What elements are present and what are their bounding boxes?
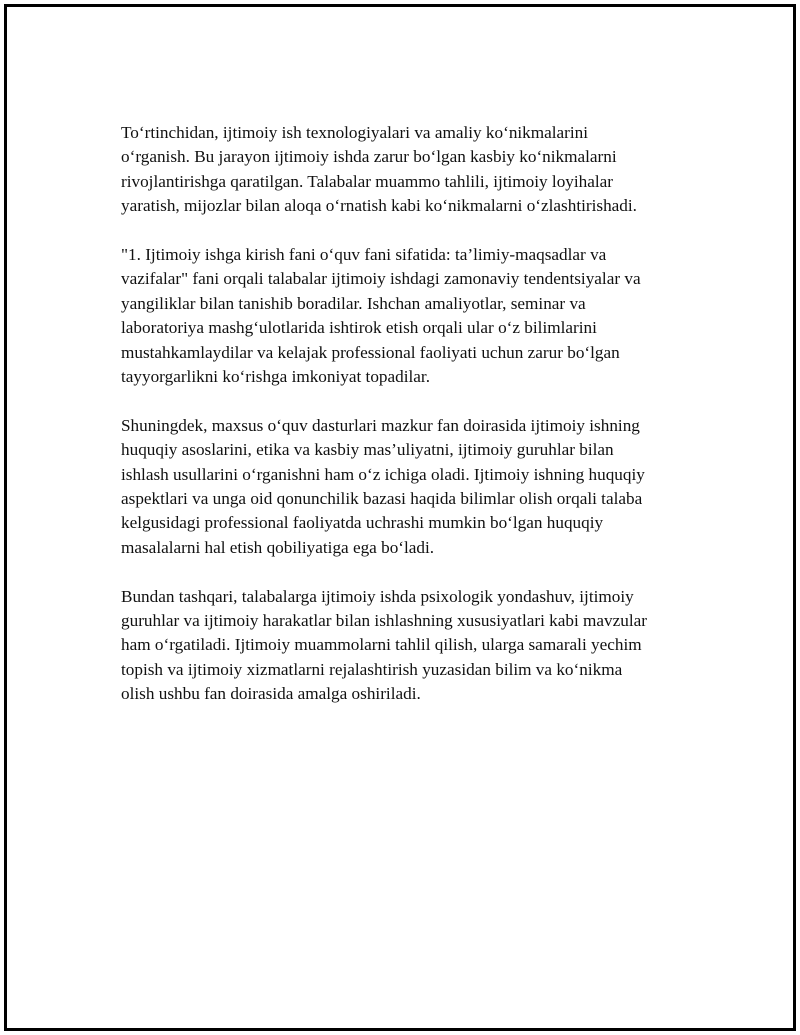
paragraph-2 [121,243,701,389]
document-body [121,121,701,731]
paragraph-4 [121,585,701,707]
text-line: huquqiy asoslarini, etika va kasbiy mas’uliyatni, ijtimoiy guruhlar bilan [121,440,614,460]
text-line: mustahkamlaydilar va kelajak professional faoliyati uchun zarur bo‘lgan [121,342,620,362]
text-line: kelgusidagi professional faoliyatda uchrashi mumkin bo‘lgan huquqiy [121,513,604,533]
text-line: Bundan tashqari, talabalarga ijtimoiy ishda psixologik yondashuv, ijtimoiy [121,586,634,606]
text-line: masalalarni hal etish qobiliyatiga ega bo‘ladi. [121,537,435,557]
text-line: yaratish, mijozlar bilan aloqa o‘rnatish kabi ko‘nikmalarni o‘zlashtirishadi. [121,196,637,216]
text-line: "1. Ijtimoiy ishga kirish fani o‘quv fani sifatida: ta’limiy-maqsadlar va [121,245,607,265]
text-line: To‘rtinchidan, ijtimoiy ish texnologiyalari va amaliy ko‘nikmalarini [121,123,589,142]
text-line: laboratoriya mashg‘ulotlarida ishtirok etish orqali ular o‘z bilimlarini [121,318,597,338]
text-line: guruhlar va ijtimoiy harakatlar bilan ishlashning xususiyatlari kabi mavzular [121,611,647,631]
text-line: tayyorgarlikni ko‘rishga imkoniyat topadilar. [121,367,430,387]
text-line: o‘rganish. Bu jarayon ijtimoiy ishda zarur bo‘lgan kasbiy ko‘nikmalarni [121,147,617,167]
text-line: rivojlantirishga qaratilgan. Talabalar muammo tahlili, ijtimoiy loyihalar [121,171,614,191]
paragraph-1 [121,121,701,219]
text-line: Shuningdek, maxsus o‘quv dasturlari mazkur fan doirasida ijtimoiy ishning [121,415,640,435]
document-page [4,4,796,1031]
text-line: vazifalar" fani orqali talabalar ijtimoiy ishdagi zamonaviy tendentsiyalar va [121,269,641,289]
text-line: ham o‘rgatiladi. Ijtimoiy muammolarni tahlil qilish, ularga samarali yechim [121,635,642,655]
text-line: topish va ijtimoiy xizmatlarni rejalashtirish yuzasidan bilim va ko‘nikma [121,659,623,679]
text-line: aspektlari va unga oid qonunchilik bazasi haqida bilimlar olish orqali talaba [121,489,643,509]
text-line: olish ushbu fan doirasida amalga oshiriladi. [121,684,421,704]
text-line: ishlash usullarini o‘rganishni ham o‘z ichiga oladi. Ijtimoiy ishning huquqiy [121,464,645,484]
text-line: yangiliklar bilan tanishib boradilar. Ishchan amaliyotlar, seminar va [121,293,586,313]
paragraph-3 [121,414,701,560]
